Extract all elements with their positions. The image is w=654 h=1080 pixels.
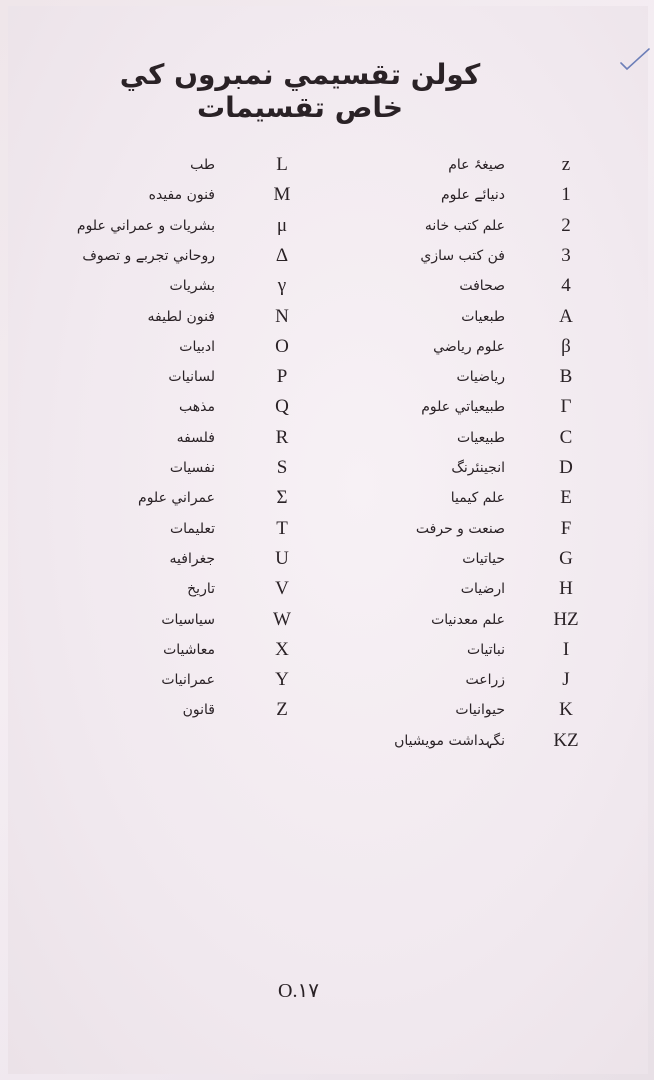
- right-entry-label: جغرافیه: [169, 550, 215, 567]
- right-entry-code: S: [276, 457, 288, 478]
- left-entry-code: H: [559, 578, 573, 600]
- right-entry-code: Y: [275, 669, 289, 691]
- left-entry-code: F: [560, 517, 572, 539]
- right-entry-label: سیاسیات: [161, 611, 215, 628]
- right-entry-label: بشریات و عمراني علوم: [76, 217, 215, 234]
- left-entry-code: G: [559, 547, 573, 569]
- right-entry-label: مذهب: [179, 399, 215, 416]
- left-entry-label: دنیائے علوم: [440, 187, 505, 204]
- right-entry-label: نفسیات: [169, 460, 215, 476]
- right-entry-label: معاشیات: [163, 641, 215, 658]
- right-entry-label: قانون: [182, 702, 215, 719]
- left-entry-label: صحافت: [459, 278, 505, 295]
- right-entry-code: M: [273, 184, 291, 206]
- right-entry-code: V: [275, 578, 289, 600]
- right-entry-code: Z: [276, 699, 288, 721]
- right-entry-label: عمرانیات: [161, 672, 215, 689]
- left-entry-label: ریاضیات: [456, 369, 505, 386]
- right-entry-label: فلسفه: [176, 429, 215, 446]
- left-entry-code: Γ: [560, 396, 572, 418]
- right-entry-code: W: [273, 608, 291, 630]
- left-entry-label: علم کیمیا: [450, 490, 505, 507]
- left-entry-label: فن کتب سازي: [420, 247, 505, 264]
- right-entry-label: عمراني علوم: [138, 490, 215, 507]
- left-entry-label: صنعت و حرفت: [415, 520, 505, 537]
- left-entry-label: نگہداشت مویشیاں: [394, 732, 505, 749]
- right-entry-code: Q: [275, 396, 289, 418]
- left-entry-code: I: [562, 638, 570, 660]
- right-entry-label: طب: [190, 157, 215, 173]
- left-entry-code: E: [560, 487, 572, 509]
- left-entry-code: K: [559, 699, 573, 721]
- left-entry-label: حیوانیات: [455, 702, 505, 719]
- right-entry-label: بشریات: [169, 278, 215, 295]
- left-entry-code: z: [561, 154, 571, 175]
- left-entry-label: زراعت: [465, 672, 505, 689]
- right-entry-code: U: [275, 547, 289, 569]
- right-entry-label: فنون مفیده: [148, 187, 215, 204]
- left-entry-code: 1: [561, 184, 571, 206]
- page-number: O.١٧: [278, 980, 319, 1002]
- left-entry-label: طبیعیاتي علوم: [421, 399, 505, 416]
- page-title: کولن تقسیمي نمبروں کي خاص تقسیمات: [119, 58, 481, 124]
- right-entry-code: μ: [276, 214, 288, 236]
- right-entry-code: X: [275, 638, 289, 660]
- right-entry-code: Σ: [276, 487, 288, 509]
- right-entry-code: P: [276, 366, 288, 388]
- left-entry-label: نباتیات: [467, 641, 505, 658]
- left-entry-code: J: [562, 669, 570, 691]
- right-entry-label: تاریخ: [187, 581, 215, 598]
- left-entry-label: طبعیات: [461, 308, 505, 325]
- right-entry-label: تعلیمات: [169, 520, 215, 537]
- left-entry-label: طبیعیات: [456, 429, 505, 446]
- left-entry-code: 3: [561, 244, 571, 266]
- left-entry-code: 2: [561, 214, 571, 236]
- left-entry-code: A: [559, 305, 573, 327]
- right-entry-code: T: [276, 517, 288, 539]
- left-entry-code: β: [561, 335, 571, 357]
- left-entry-code: D: [559, 457, 573, 478]
- right-entry-label: فنون لطیفه: [147, 308, 215, 325]
- left-entry-code: HZ: [553, 608, 579, 630]
- right-entry-code: O: [275, 335, 289, 357]
- right-entry-code: γ: [277, 275, 287, 297]
- left-entry-label: انجینئرنگ: [451, 460, 505, 476]
- left-entry-label: صیغۂ عام: [448, 157, 505, 173]
- right-entry-label: ادبیات: [179, 338, 215, 355]
- left-entry-label: ارضیات: [460, 581, 505, 598]
- right-entry-label: روحاني تجربے و تصوف: [82, 247, 215, 264]
- left-entry-label: علم کتب خانه: [424, 217, 505, 234]
- right-entry-label: لسانیات: [168, 369, 215, 386]
- check-mark-icon: [615, 45, 654, 75]
- left-entry-label: علوم ریاضي: [433, 338, 505, 355]
- left-entry-code: C: [559, 426, 573, 448]
- left-entry-code: 4: [561, 275, 571, 297]
- right-entry-code: N: [275, 305, 289, 327]
- left-entry-code: B: [559, 366, 573, 388]
- right-entry-code: L: [276, 154, 288, 175]
- right-entry-code: R: [275, 426, 289, 448]
- left-entry-code: KZ: [553, 729, 579, 751]
- left-entry-label: علم معدنیات: [431, 611, 505, 628]
- right-entry-code: Δ: [275, 244, 289, 266]
- left-entry-label: حیاتیات: [462, 550, 505, 567]
